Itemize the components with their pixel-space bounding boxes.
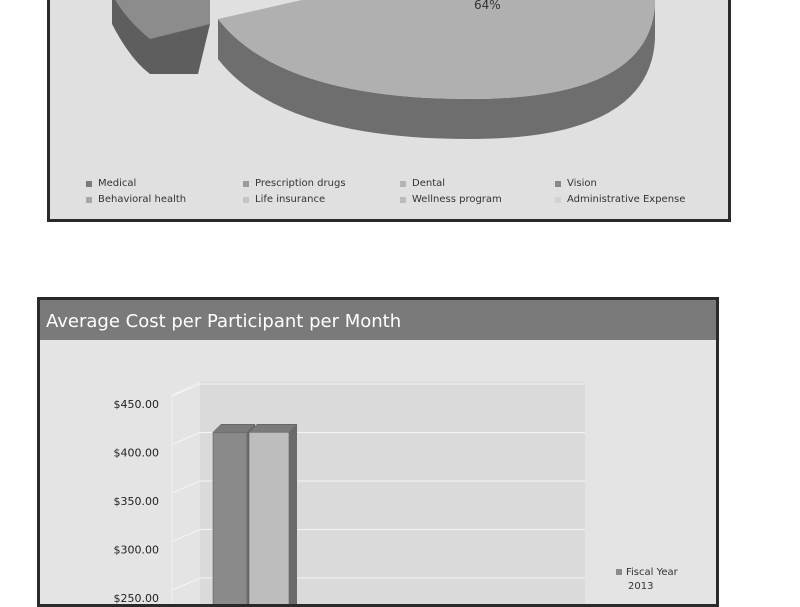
legend-swatch — [86, 197, 92, 203]
legend-swatch — [400, 197, 406, 203]
bar-series2-cat1-side — [289, 424, 297, 607]
legend-label: Dental — [412, 178, 446, 189]
legend-item-prescription-drugs — [243, 178, 400, 189]
bar-chart-svg — [40, 300, 719, 607]
bar-legend-line-2: 2013 — [628, 581, 654, 592]
legend-label: Life insurance — [255, 194, 326, 205]
bar-series2-cat1 — [249, 424, 297, 607]
legend-swatch — [555, 197, 561, 203]
bar-chart-panel — [37, 297, 719, 607]
y-tick-label-300: $300.00 — [113, 543, 159, 557]
legend-label: Wellness program — [412, 194, 502, 205]
bar-series2-cat1-front — [249, 432, 289, 607]
legend-label: Administrative Expense — [567, 194, 686, 205]
bar-legend-line-1 — [616, 566, 678, 580]
bar-legend-swatch — [616, 569, 622, 575]
y-tick-label-350: $350.00 — [113, 495, 159, 508]
bar-legend — [616, 566, 678, 594]
legend-item-behavioral-health — [86, 194, 243, 205]
legend-label: Behavioral health — [98, 194, 187, 205]
bar-series1-cat1-front — [213, 432, 247, 607]
legend-swatch — [86, 181, 92, 187]
legend-item-medical — [86, 178, 243, 189]
gridline-depth-250 — [172, 578, 200, 590]
legend-swatch — [243, 197, 249, 203]
legend-swatch — [243, 181, 249, 187]
y-tick-label-250: $250.00 — [113, 592, 159, 605]
axis-depth-line — [172, 382, 200, 395]
pie-chart-panel — [47, 0, 731, 222]
legend-item-vision — [555, 178, 715, 189]
legend-swatch — [400, 181, 406, 187]
gridline-depth-400 — [172, 433, 200, 445]
pie-data-label-medical: 64% — [474, 0, 501, 12]
bar-legend-label: Fiscal Year — [626, 567, 678, 578]
legend-item-dental — [400, 178, 555, 189]
y-tick-label-450: $450.00 — [113, 398, 159, 411]
legend-label: Vision — [567, 178, 597, 189]
bar-chart-title: Average Cost per Participant per Month — [40, 300, 716, 340]
pie-legend — [86, 178, 726, 205]
y-tick-label-400: $400.00 — [113, 446, 159, 460]
legend-item-life-insurance — [243, 194, 400, 205]
legend-swatch — [555, 181, 561, 187]
legend-item-administrative-expense — [555, 194, 715, 205]
legend-item-wellness-program — [400, 194, 555, 205]
gridline-depth-350 — [172, 481, 200, 493]
bar-series2-cat1-top — [249, 424, 297, 432]
legend-label: Prescription drugs — [255, 178, 346, 189]
bar-series1-cat1 — [213, 424, 255, 607]
gridline-depth-300 — [172, 530, 200, 542]
legend-label: Medical — [98, 178, 137, 189]
gridline-depth-450 — [172, 384, 200, 396]
pie-3d-body — [112, 0, 655, 139]
